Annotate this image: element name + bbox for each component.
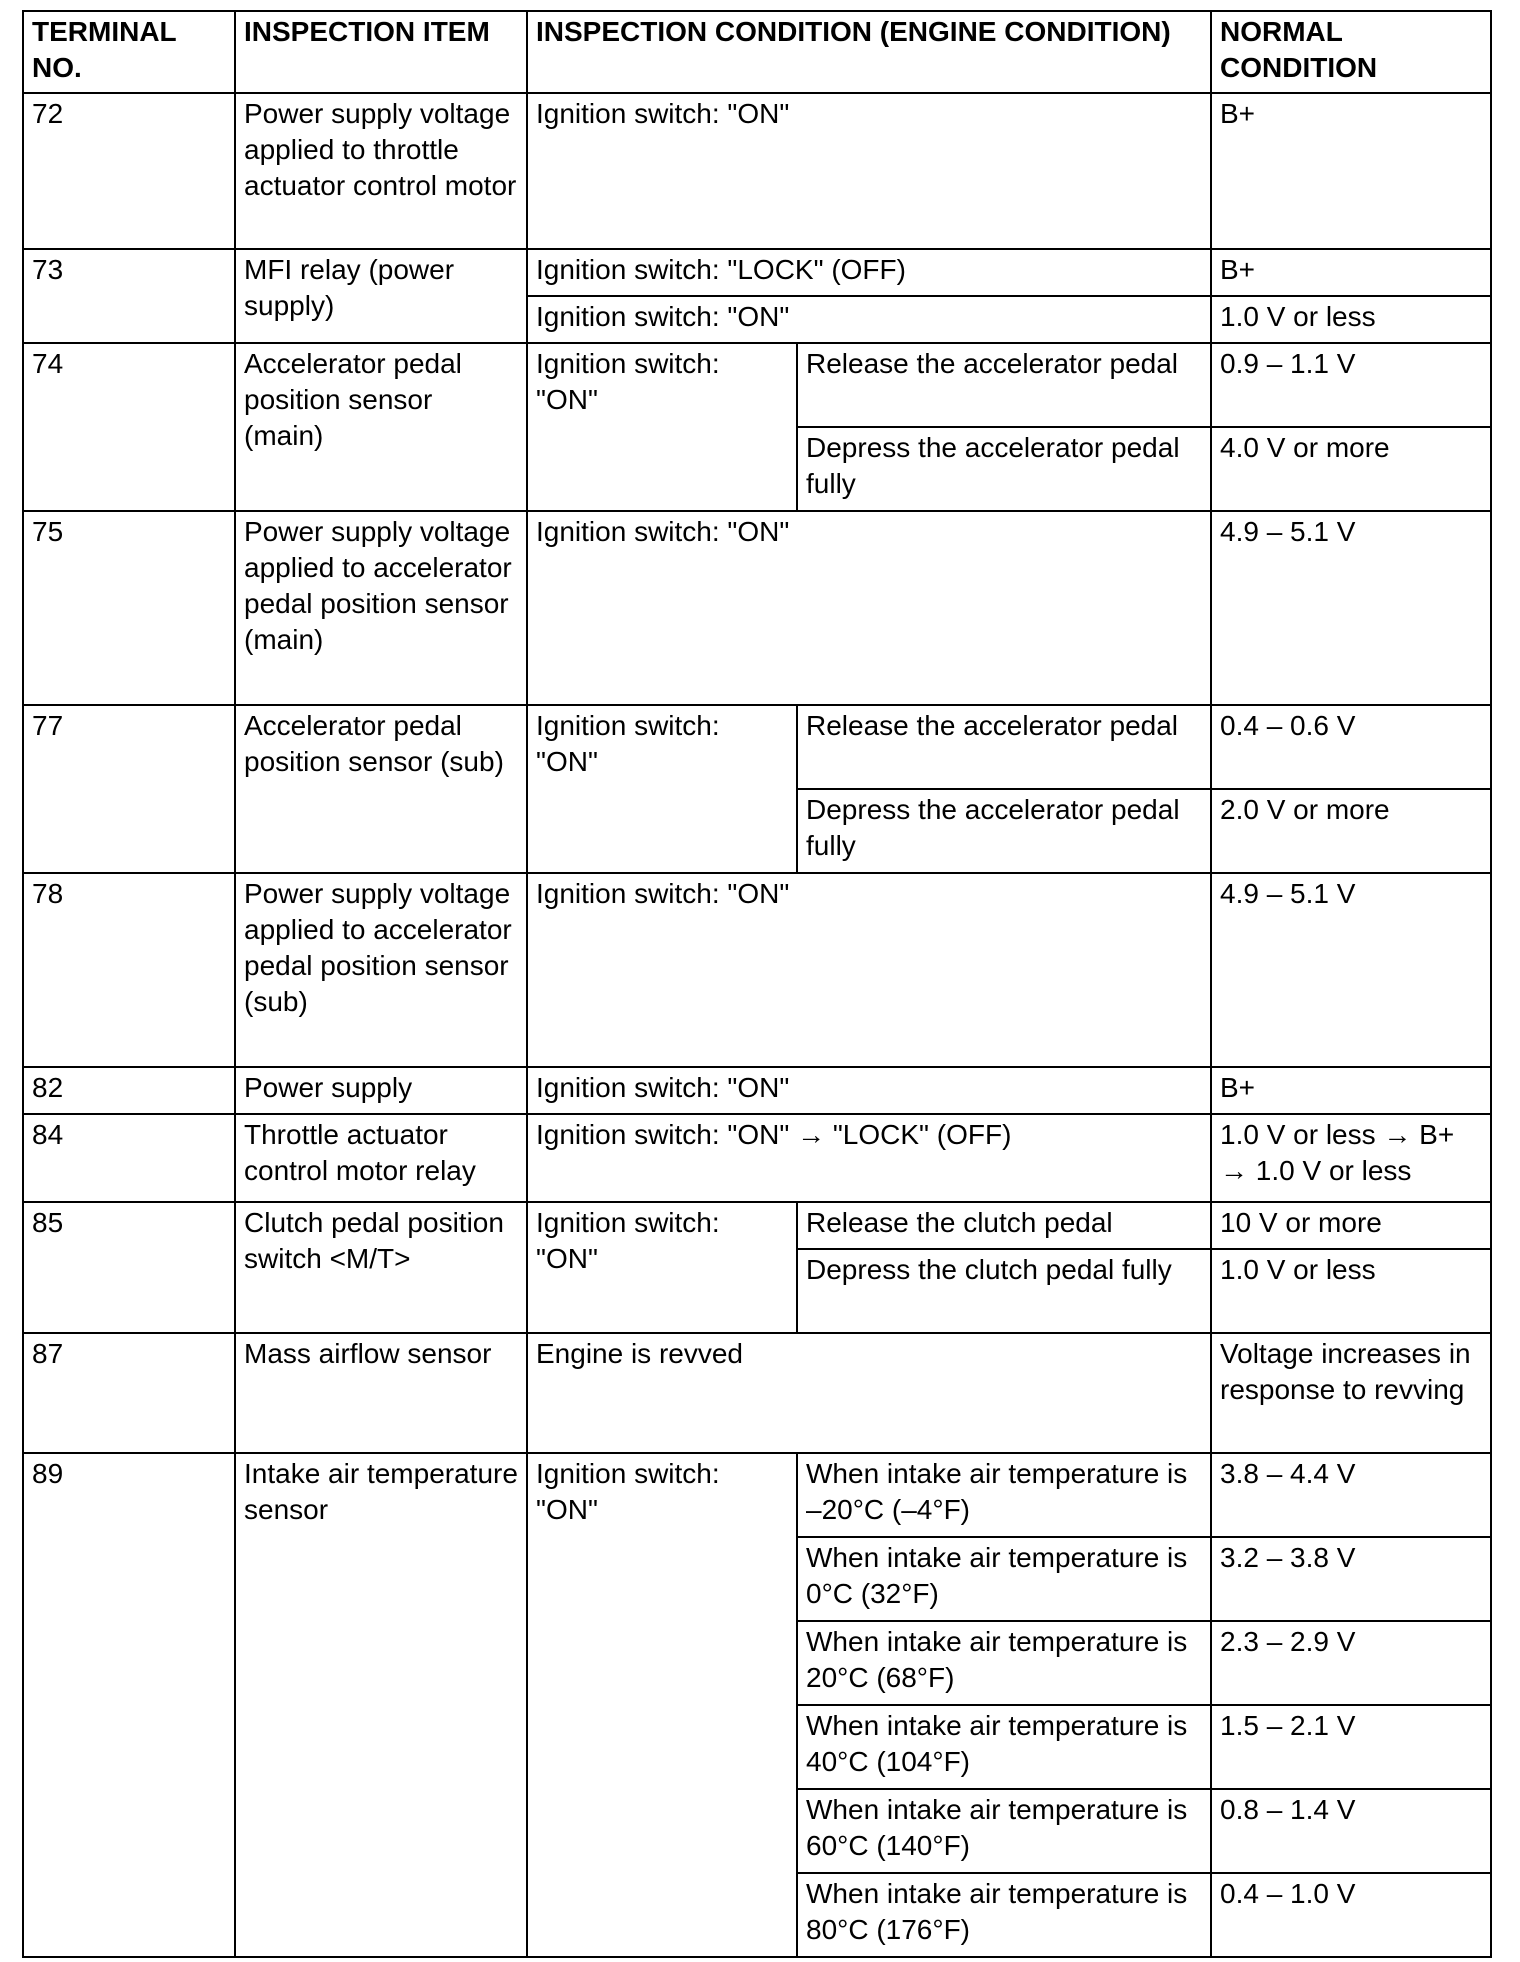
table-row bbox=[23, 1114, 1491, 1202]
normal-cell: 1.0 V or less → B+ → 1.0 V or less bbox=[1211, 1114, 1491, 1202]
header-row bbox=[23, 11, 1491, 93]
sub-condition-cell: Release the clutch pedal bbox=[797, 1202, 1211, 1249]
normal-cell: 4.9 – 5.1 V bbox=[1211, 511, 1491, 705]
terminal-cell: 77 bbox=[23, 705, 235, 873]
item-cell: Accelerator pedal position sensor (sub) bbox=[235, 705, 527, 873]
table-row bbox=[23, 1067, 1491, 1114]
condition-cell: Ignition switch: "ON" bbox=[527, 1453, 797, 1957]
condition-cell: Ignition switch: "ON" bbox=[527, 1202, 797, 1333]
sub-condition-cell: When intake air temperature is 80°C (176°F) bbox=[797, 1873, 1211, 1957]
header-condition: INSPECTION CONDITION (ENGINE CONDITION) bbox=[527, 11, 1211, 93]
item-cell: Power supply bbox=[235, 1067, 527, 1114]
item-cell: Power supply voltage applied to accelerator pedal position sensor (main) bbox=[235, 511, 527, 705]
normal-cell: 10 V or more bbox=[1211, 1202, 1491, 1249]
terminal-cell: 75 bbox=[23, 511, 235, 705]
normal-cell: 1.0 V or less bbox=[1211, 1249, 1491, 1333]
condition-cell: Ignition switch: "ON" bbox=[527, 511, 1211, 705]
item-cell: Power supply voltage applied to throttle actuator control motor bbox=[235, 93, 527, 249]
terminal-cell: 87 bbox=[23, 1333, 235, 1453]
normal-cell: Voltage increases in response to revving bbox=[1211, 1333, 1491, 1453]
table-row bbox=[23, 1333, 1491, 1453]
condition-cell: Ignition switch: "LOCK" (OFF) bbox=[527, 249, 1211, 296]
table-row bbox=[23, 1202, 1491, 1249]
header-item: INSPECTION ITEM bbox=[235, 11, 527, 93]
sub-condition-cell: When intake air temperature is 60°C (140°F) bbox=[797, 1789, 1211, 1873]
normal-cell: B+ bbox=[1211, 93, 1491, 249]
item-cell: MFI relay (power supply) bbox=[235, 249, 527, 343]
condition-cell: Engine is revved bbox=[527, 1333, 1211, 1453]
condition-cell: Ignition switch: "ON" bbox=[527, 93, 1211, 249]
normal-cell: 0.9 – 1.1 V bbox=[1211, 343, 1491, 427]
table-row bbox=[23, 705, 1491, 789]
sub-condition-cell: Release the accelerator pedal bbox=[797, 705, 1211, 789]
condition-cell: Ignition switch: "ON" bbox=[527, 296, 1211, 343]
normal-cell: 0.4 – 0.6 V bbox=[1211, 705, 1491, 789]
normal-cell: 3.2 – 3.8 V bbox=[1211, 1537, 1491, 1621]
normal-cell: B+ bbox=[1211, 249, 1491, 296]
condition-cell: Ignition switch: "ON" bbox=[527, 873, 1211, 1067]
terminal-cell: 82 bbox=[23, 1067, 235, 1114]
table-row bbox=[23, 873, 1491, 1067]
item-cell: Mass airflow sensor bbox=[235, 1333, 527, 1453]
item-cell: Clutch pedal position switch <M/T> bbox=[235, 1202, 527, 1333]
sub-condition-cell: When intake air temperature is 40°C (104°F) bbox=[797, 1705, 1211, 1789]
condition-cell: Ignition switch: "ON" bbox=[527, 705, 797, 873]
sub-condition-cell: Depress the accelerator pedal fully bbox=[797, 789, 1211, 873]
normal-cell: 2.3 – 2.9 V bbox=[1211, 1621, 1491, 1705]
condition-cell: Ignition switch: "ON" → "LOCK" (OFF) bbox=[527, 1114, 1211, 1202]
terminal-cell: 89 bbox=[23, 1453, 235, 1957]
table-row bbox=[23, 249, 1491, 296]
normal-cell: 1.5 – 2.1 V bbox=[1211, 1705, 1491, 1789]
sub-condition-cell: Release the accelerator pedal bbox=[797, 343, 1211, 427]
item-cell: Throttle actuator control motor relay bbox=[235, 1114, 527, 1202]
terminal-cell: 84 bbox=[23, 1114, 235, 1202]
normal-cell: 1.0 V or less bbox=[1211, 296, 1491, 343]
condition-cell: Ignition switch: "ON" bbox=[527, 1067, 1211, 1114]
header-terminal: TERMINAL NO. bbox=[23, 11, 235, 93]
normal-cell: 0.8 – 1.4 V bbox=[1211, 1789, 1491, 1873]
terminal-cell: 74 bbox=[23, 343, 235, 511]
table-row bbox=[23, 511, 1491, 705]
sub-condition-cell: Depress the accelerator pedal fully bbox=[797, 427, 1211, 511]
table-row bbox=[23, 93, 1491, 249]
normal-cell: 4.9 – 5.1 V bbox=[1211, 873, 1491, 1067]
terminal-inspection-table bbox=[22, 10, 1492, 1958]
sub-condition-cell: When intake air temperature is 0°C (32°F) bbox=[797, 1537, 1211, 1621]
condition-cell: Ignition switch: "ON" bbox=[527, 343, 797, 511]
terminal-cell: 73 bbox=[23, 249, 235, 343]
table-row bbox=[23, 1453, 1491, 1537]
header-normal: NORMAL CONDITION bbox=[1211, 11, 1491, 93]
terminal-cell: 72 bbox=[23, 93, 235, 249]
normal-cell: 3.8 – 4.4 V bbox=[1211, 1453, 1491, 1537]
terminal-cell: 78 bbox=[23, 873, 235, 1067]
normal-cell: 2.0 V or more bbox=[1211, 789, 1491, 873]
item-cell: Intake air temperature sensor bbox=[235, 1453, 527, 1957]
item-cell: Accelerator pedal position sensor (main) bbox=[235, 343, 527, 511]
table-row bbox=[23, 343, 1491, 427]
normal-cell: 0.4 – 1.0 V bbox=[1211, 1873, 1491, 1957]
sub-condition-cell: When intake air temperature is –20°C (–4°F) bbox=[797, 1453, 1211, 1537]
item-cell: Power supply voltage applied to accelerator pedal position sensor (sub) bbox=[235, 873, 527, 1067]
normal-cell: B+ bbox=[1211, 1067, 1491, 1114]
normal-cell: 4.0 V or more bbox=[1211, 427, 1491, 511]
sub-condition-cell: When intake air temperature is 20°C (68°F) bbox=[797, 1621, 1211, 1705]
sub-condition-cell: Depress the clutch pedal fully bbox=[797, 1249, 1211, 1333]
terminal-cell: 85 bbox=[23, 1202, 235, 1333]
